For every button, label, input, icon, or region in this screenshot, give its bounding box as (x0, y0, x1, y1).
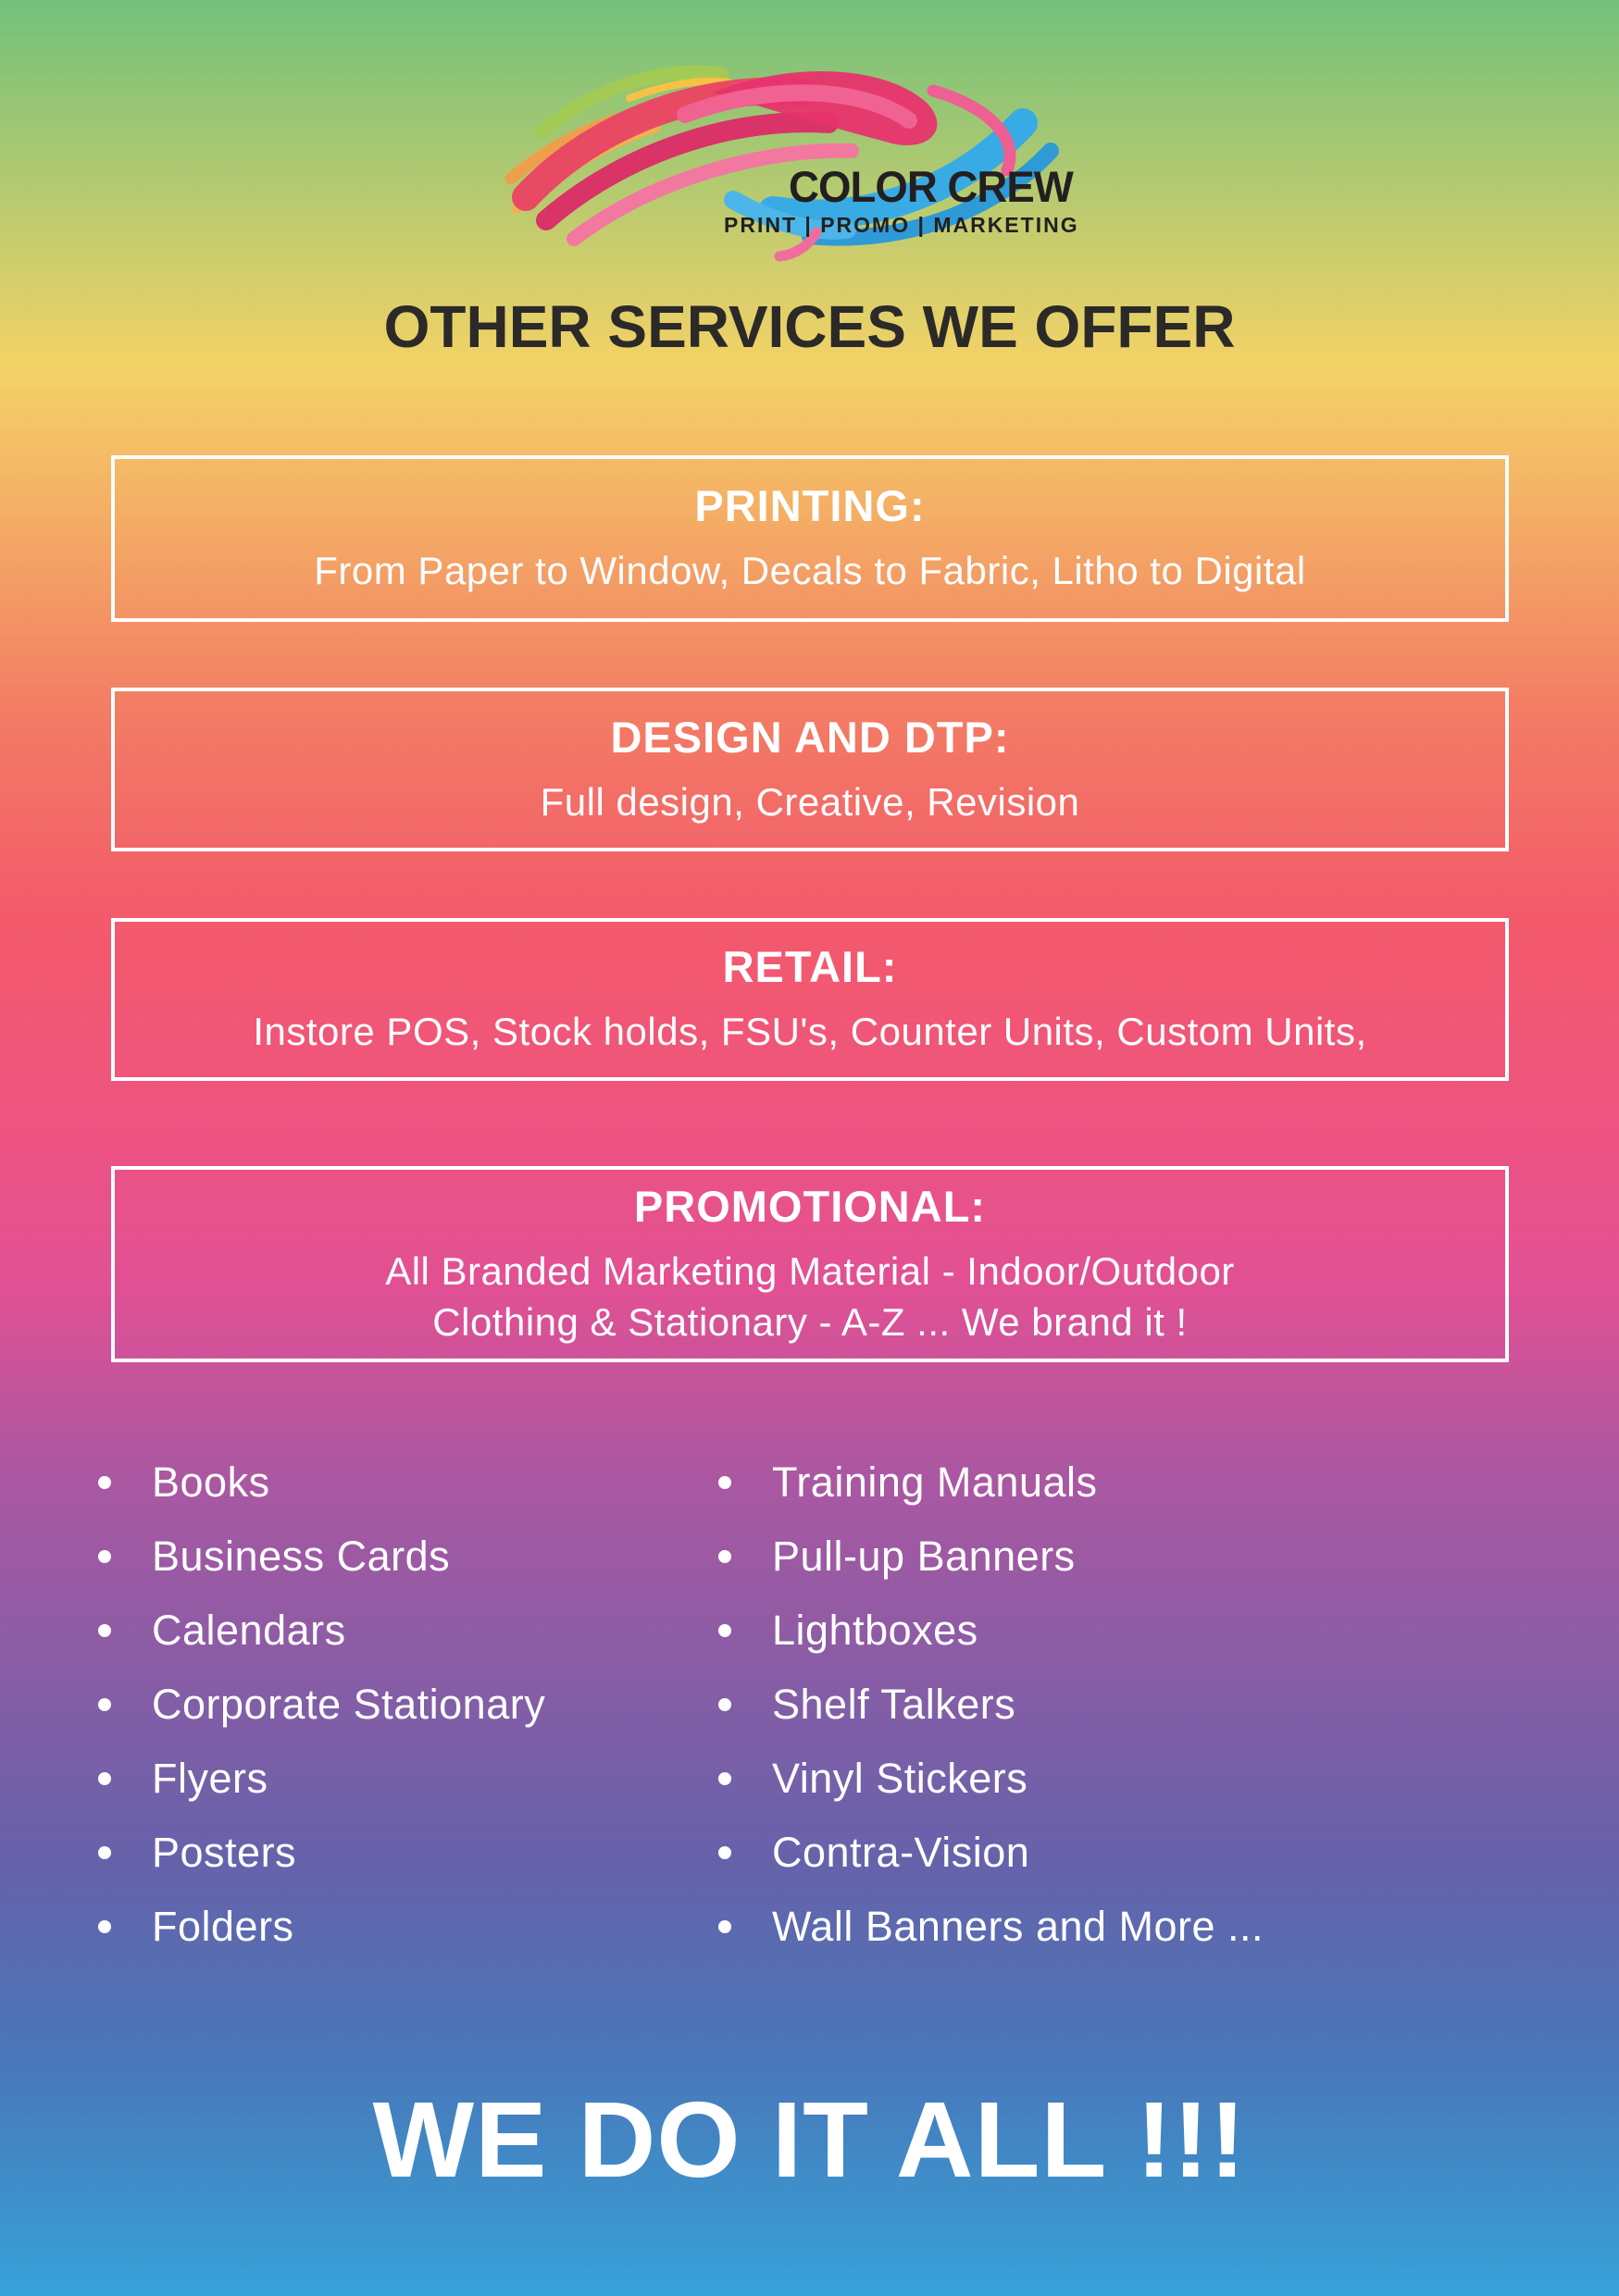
list-item (98, 1742, 545, 1816)
list-item-label: Pull-up Banners (772, 1533, 1076, 1580)
list-item (718, 1594, 1264, 1668)
bullet-dot-icon (718, 1772, 731, 1785)
logo-wordmark: COLOR CREW (789, 162, 1073, 211)
list-item (718, 1890, 1264, 1964)
service-box-description-line: All Branded Marketing Material - Indoor/Outdoor (385, 1248, 1235, 1293)
list-item-label: Wall Banners and More ... (772, 1903, 1264, 1950)
list-item-label: Posters (152, 1829, 297, 1876)
service-box-description: From Paper to Window, Decals to Fabric, Litho to Digital (314, 549, 1306, 593)
list-item (718, 1446, 1264, 1520)
logo (491, 44, 1129, 308)
list-item-label: Flyers (152, 1755, 268, 1802)
list-item (98, 1816, 545, 1890)
list-item-label: Folders (152, 1903, 294, 1950)
service-box-design-dtp (111, 688, 1509, 851)
list-item (98, 1594, 545, 1668)
list-item-label: Corporate Stationary (152, 1681, 546, 1728)
bullet-dot-icon (98, 1920, 111, 1933)
service-box-title: PROMOTIONAL: (633, 1181, 987, 1231)
bullet-dot-icon (98, 1846, 111, 1859)
list-item-label: Business Cards (152, 1533, 451, 1580)
list-item (718, 1816, 1264, 1890)
services-list-left (98, 1446, 545, 1964)
bullet-dot-icon (98, 1476, 111, 1489)
logo-tagline: PRINT | PROMO | MARKETING (724, 213, 1079, 237)
service-box-promotional (111, 1166, 1509, 1362)
service-box-title: RETAIL: (722, 942, 898, 992)
list-item (98, 1668, 545, 1742)
list-item-label: Contra-Vision (772, 1829, 1030, 1876)
list-item (718, 1668, 1264, 1742)
service-box-title: PRINTING: (694, 481, 926, 531)
bullet-dot-icon (718, 1920, 731, 1933)
list-item-label: Vinyl Stickers (772, 1755, 1028, 1802)
list-item (98, 1520, 545, 1594)
service-box-description: Instore POS, Stock holds, FSU's, Counter Units, Custom Units, (253, 1010, 1367, 1054)
list-item (98, 1890, 545, 1964)
bullet-dot-icon (98, 1772, 111, 1785)
bullet-dot-icon (718, 1846, 731, 1859)
bullet-dot-icon (98, 1624, 111, 1637)
list-item (718, 1742, 1264, 1816)
list-item (718, 1520, 1264, 1594)
service-box-description-line: Clothing & Stationary - A-Z ... We brand it ! (432, 1299, 1188, 1344)
page-title: OTHER SERVICES WE OFFER (383, 293, 1236, 360)
list-item (98, 1446, 545, 1520)
service-box-printing (111, 455, 1509, 622)
list-item-label: Lightboxes (772, 1607, 978, 1654)
bullet-dot-icon (718, 1476, 731, 1489)
list-item-label: Calendars (152, 1607, 346, 1654)
bullet-dot-icon (718, 1550, 731, 1563)
bullet-dot-icon (98, 1550, 111, 1563)
service-box-description: Full design, Creative, Revision (540, 779, 1080, 824)
bullet-dot-icon (718, 1624, 731, 1637)
services-list-right (718, 1446, 1264, 1964)
list-item-label: Training Manuals (772, 1458, 1098, 1506)
footer-slogan: WE DO IT ALL !!! (372, 2079, 1247, 2200)
service-box-description (385, 1247, 1235, 1347)
service-box-title: DESIGN AND DTP: (610, 712, 1010, 762)
list-item-label: Shelf Talkers (772, 1681, 1016, 1728)
list-item-label: Books (152, 1458, 270, 1506)
bullet-dot-icon (98, 1698, 111, 1711)
paint-splash-icon (491, 44, 1102, 276)
service-box-retail (111, 918, 1509, 1081)
bullet-dot-icon (718, 1698, 731, 1711)
